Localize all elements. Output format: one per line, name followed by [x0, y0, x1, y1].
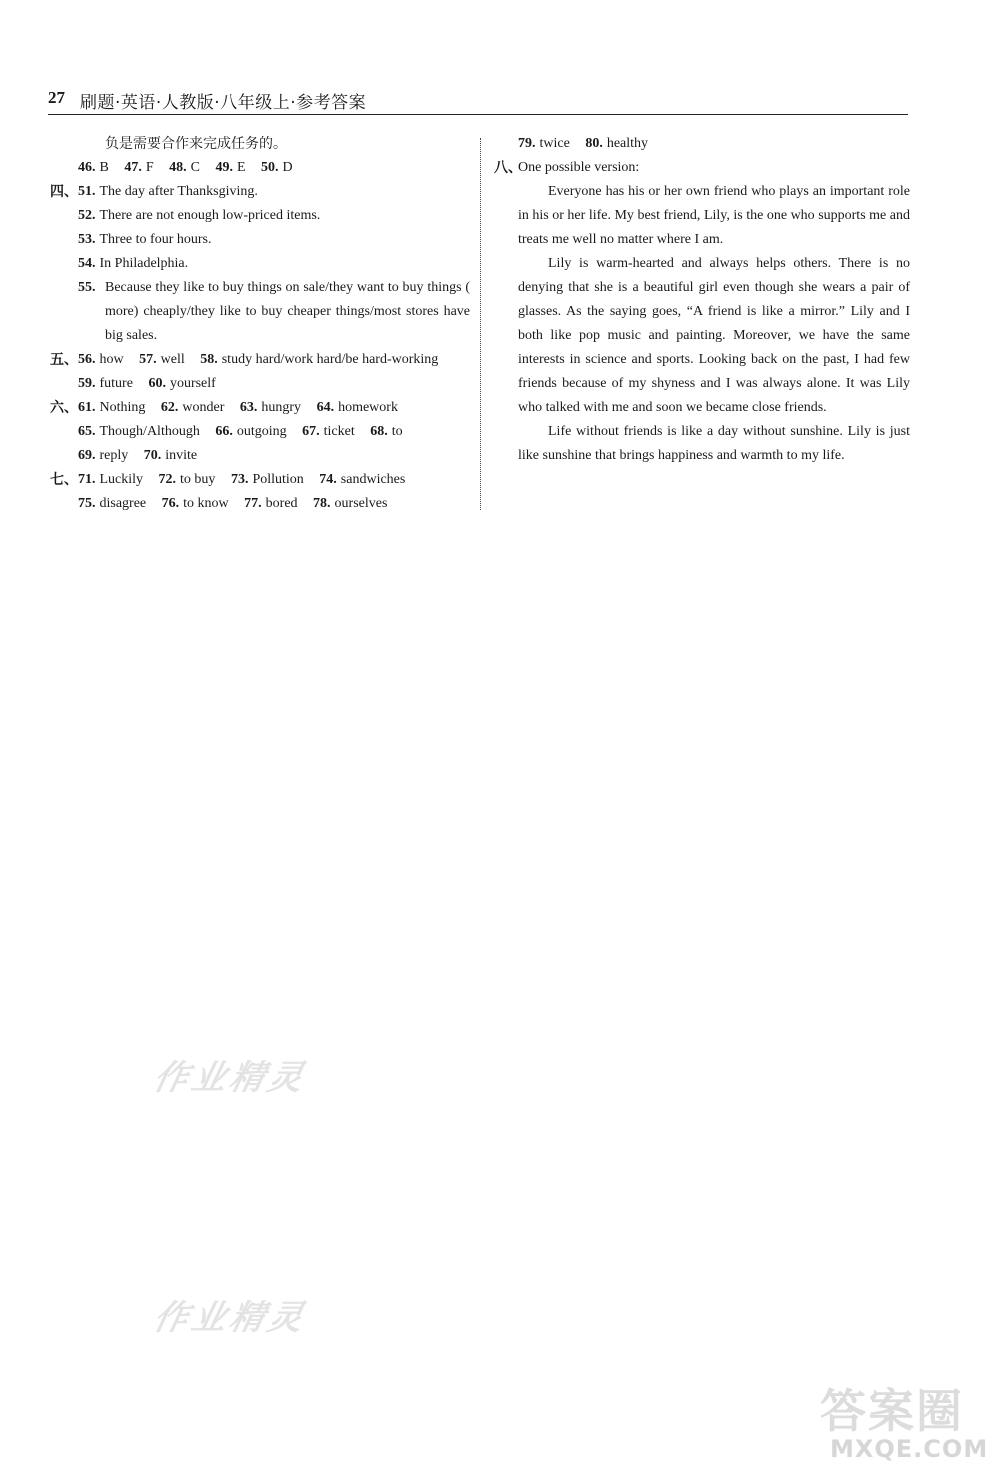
answer-number: 49.	[215, 160, 233, 175]
answer-number: 73.	[230, 472, 249, 487]
answer-item	[78, 492, 146, 516]
answer-number: 63.	[239, 400, 258, 415]
answer-text: bored	[265, 496, 298, 511]
page-header	[48, 86, 908, 115]
answer-item	[313, 492, 387, 516]
answer-text: to know	[183, 496, 229, 511]
answer-number: 61.	[78, 400, 96, 415]
answer-line-52	[50, 204, 470, 228]
answer-text: Three to four hours.	[99, 232, 212, 247]
answer-number: 58.	[200, 352, 218, 367]
essay-intro-line	[494, 156, 910, 180]
answer-row	[78, 444, 209, 468]
answer-number: 65.	[78, 424, 96, 439]
answer-item	[124, 156, 153, 180]
answer-text: In Philadelphia.	[99, 256, 189, 271]
answer-line-54	[50, 252, 470, 276]
answer-item	[161, 396, 225, 420]
answer-item	[244, 492, 297, 516]
model-essay	[494, 180, 910, 468]
answer-item	[78, 468, 143, 492]
answer-line-53	[50, 228, 470, 252]
answer-text: to buy	[180, 472, 216, 487]
answer-number: 80.	[585, 136, 603, 151]
continuation-text: 负是需要合作来完成任务的。	[105, 136, 287, 152]
answer-row	[78, 156, 305, 180]
answer-item	[317, 396, 398, 420]
answer-text: Luckily	[99, 472, 144, 487]
answer-number: 78.	[313, 496, 331, 511]
answer-text: F	[145, 160, 154, 175]
right-column	[494, 132, 910, 468]
answer-text: twice	[539, 136, 570, 151]
answer-item	[585, 132, 648, 156]
answer-row	[78, 372, 228, 396]
answer-number: 64.	[316, 400, 335, 415]
answer-number: 79.	[518, 136, 536, 151]
logo-text: 答案圈	[820, 1384, 964, 1438]
answer-number: 53.	[78, 232, 96, 247]
watermark: 作业精灵	[150, 1058, 311, 1098]
answer-item	[319, 468, 405, 492]
answer-number: 77.	[244, 496, 262, 511]
answer-text: future	[99, 376, 133, 391]
answer-row-56-58	[50, 348, 470, 372]
answer-number: 67.	[302, 424, 320, 439]
answer-number: 48.	[169, 160, 187, 175]
answer-text: Though/Although	[99, 424, 200, 439]
answer-row-79-80	[494, 132, 910, 156]
answer-item	[78, 252, 188, 276]
answer-item	[261, 156, 293, 180]
answer-text: The day after Thanksgiving.	[99, 184, 258, 199]
answer-item	[78, 228, 211, 252]
answer-row	[518, 132, 660, 156]
section-label: 四、	[50, 184, 78, 200]
answer-number: 69.	[78, 448, 96, 463]
answer-text: Pollution	[252, 472, 304, 487]
essay-paragraph: Life without friends is like a day without sunshine. Lily is just like sunshine that brings happiness and warmth to my life.	[518, 424, 910, 463]
section-label: 五、	[50, 352, 78, 368]
answer-row-71-74	[50, 468, 470, 492]
answer-text: yourself	[169, 376, 216, 391]
answer-number: 57.	[139, 352, 157, 367]
answer-item	[78, 372, 133, 396]
answer-number: 60.	[148, 376, 166, 391]
answer-number: 72.	[158, 472, 177, 487]
answer-item	[78, 180, 258, 204]
section-label: 七、	[50, 472, 78, 488]
answer-item	[169, 156, 200, 180]
answer-item	[231, 468, 304, 492]
answer-number: 59.	[78, 376, 96, 391]
essay-paragraph: Lily is warm-hearted and always helps others. There is no denying that she is a beautiful girl even though she wears a pair of glasses. As the saying goes, “A friend is like a mirror.” Lily and I both like pop music and painting. Moreover, we have the same interests in science and sports. Looking back on the past, I had few friends because of my shyness and I was always alone. It was Lily who talked with me and soon we became close friends.	[518, 256, 910, 415]
answer-text: homework	[338, 400, 398, 415]
logo-url: MXQE.COM	[830, 1435, 989, 1463]
answer-item	[78, 396, 145, 420]
answer-text: ourselves	[334, 496, 388, 511]
answer-item	[215, 420, 286, 444]
answer-number: 55.	[78, 280, 96, 295]
answer-text: healthy	[606, 136, 649, 151]
answer-row	[78, 348, 438, 372]
running-title: 刷题·英语·人教版·八年级上·参考答案	[80, 93, 367, 113]
section-label: 八、	[494, 160, 522, 176]
answer-item	[78, 420, 200, 444]
answer-text: There are not enough low-priced items.	[99, 208, 321, 223]
answer-number: 62.	[160, 400, 179, 415]
answer-text: C	[190, 160, 200, 175]
continuation-line	[50, 132, 470, 156]
answer-number: 50.	[261, 160, 279, 175]
answer-line-51	[50, 180, 470, 204]
answer-item	[240, 396, 301, 420]
answer-item	[78, 444, 128, 468]
answer-text: study hard/work hard/be hard-working	[221, 352, 439, 367]
answer-text: invite	[165, 448, 198, 463]
site-logo-watermark	[820, 1375, 990, 1465]
answer-text: D	[282, 160, 293, 175]
answer-text: to	[391, 424, 403, 439]
answer-text: wonder	[182, 400, 225, 415]
answer-text: reply	[99, 448, 129, 463]
answer-item	[148, 372, 215, 396]
answer-number: 75.	[78, 496, 96, 511]
answer-row	[78, 396, 410, 420]
answer-number: 54.	[78, 256, 96, 271]
answer-item	[144, 444, 197, 468]
answer-number: 46.	[78, 160, 96, 175]
answer-text: how	[99, 352, 124, 367]
answer-item	[215, 156, 245, 180]
essay-intro: One possible version:	[518, 160, 640, 175]
answer-row-59-60	[50, 372, 470, 396]
answer-text: well	[160, 352, 185, 367]
answer-text: sandwiches	[340, 472, 406, 487]
answer-item	[162, 492, 229, 516]
answer-row-61-64	[50, 396, 470, 420]
answer-number: 51.	[78, 184, 96, 199]
answer-row-65-68	[50, 420, 470, 444]
watermark: 作业精灵	[150, 1298, 311, 1338]
answer-item	[78, 348, 124, 372]
answer-number: 56.	[78, 352, 96, 367]
answer-number: 70.	[143, 448, 162, 463]
answer-item	[302, 420, 355, 444]
answer-item	[78, 156, 109, 180]
answer-line-55	[50, 276, 470, 348]
section-label: 六、	[50, 400, 78, 416]
answer-item	[78, 204, 320, 228]
answer-row	[78, 492, 399, 516]
answer-number: 66.	[215, 424, 233, 439]
answer-text: disagree	[99, 496, 147, 511]
answer-item	[370, 420, 402, 444]
page-number: 27	[48, 88, 65, 107]
answer-number: 74.	[319, 472, 337, 487]
essay-paragraph: Everyone has his or her own friend who plays an important role in his or her life. My best friend, Lily, is the one who supports me and treats me well no matter where I am.	[518, 184, 910, 247]
answer-number: 52.	[78, 208, 96, 223]
answer-text: Nothing	[99, 400, 146, 415]
answer-row	[78, 468, 417, 492]
answer-number: 71.	[78, 472, 96, 487]
answer-text: hungry	[261, 400, 302, 415]
answer-text: outgoing	[236, 424, 287, 439]
answer-text: B	[99, 160, 109, 175]
column-divider	[480, 138, 481, 510]
answer-text: E	[236, 160, 246, 175]
answer-text: Because they like to buy things on sale/they want to buy things ( more) cheaply/they like to buy cheaper things/most stores have big sales.	[105, 280, 470, 343]
answer-text: ticket	[323, 424, 355, 439]
answer-row-75-78	[50, 492, 470, 516]
left-column	[50, 132, 470, 516]
answer-number: 76.	[161, 496, 180, 511]
answer-item	[518, 132, 570, 156]
answer-item	[139, 348, 185, 372]
answer-number: 47.	[124, 160, 142, 175]
answer-row-46-50	[50, 156, 470, 180]
answer-number: 68.	[370, 424, 388, 439]
answer-item	[200, 348, 438, 372]
answer-row-69-70	[50, 444, 470, 468]
answer-item	[159, 468, 216, 492]
answer-row	[78, 420, 415, 444]
